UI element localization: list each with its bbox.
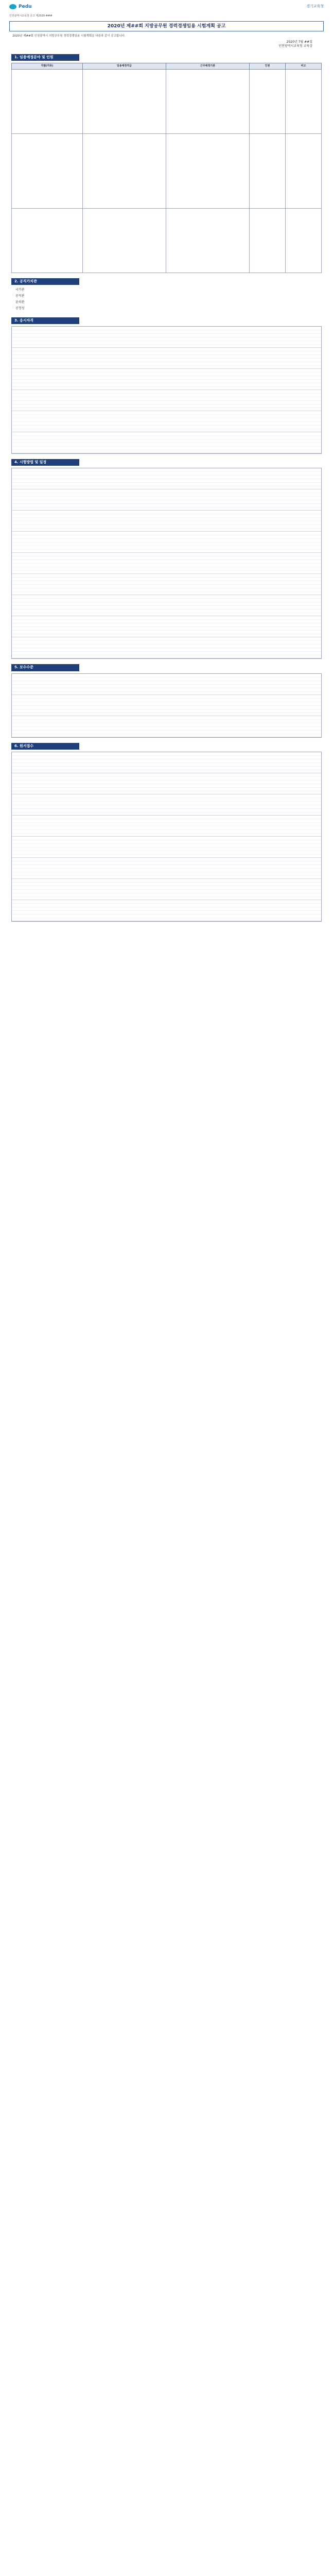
value-item: 공직관 xyxy=(15,294,25,298)
logo-text: Pedu xyxy=(19,4,32,9)
document-number: 인천광역시교육청 공고 제2020-### xyxy=(9,14,52,18)
section-3-heading: 3. 응시자격 xyxy=(11,317,79,324)
application-block xyxy=(11,752,322,922)
table-row xyxy=(12,69,322,133)
signature xyxy=(0,38,333,48)
intro-paragraph: 2020년 제##회 인천광역시 지방공무원 경력경쟁임용 시험계획을 다음과 같이 공고합니다. xyxy=(12,34,126,38)
positions-table xyxy=(11,63,322,273)
section-1-heading: 1. 임용예정분야 및 인원 xyxy=(11,54,79,61)
page-header xyxy=(0,0,333,13)
section-5-heading: 5. 보수수준 xyxy=(11,664,79,671)
sign-issuer: 인천광역시교육청 교육감 xyxy=(278,44,312,48)
table-header-row xyxy=(12,63,322,69)
value-item: 윤리관 xyxy=(15,300,25,304)
table-row xyxy=(12,133,322,208)
eligibility-block xyxy=(11,326,322,454)
logo-icon xyxy=(9,4,16,9)
section-2-heading: 2. 공직가치관 xyxy=(11,278,79,285)
page-title: 2020년 제##회 지방공무원 경력경쟁임용 시험계획 공고 xyxy=(9,21,324,31)
section-4-heading: 4. 시험방법 및 일정 xyxy=(11,459,79,466)
value-item: 공정성 xyxy=(15,307,25,311)
table-header: 인원 xyxy=(250,63,286,69)
table-header: 근무예정기관 xyxy=(166,63,249,69)
table-header: 직렬(직류) xyxy=(12,63,83,69)
table-header: 임용예정직급 xyxy=(82,63,166,69)
org-logo xyxy=(9,4,32,10)
table-header: 비고 xyxy=(285,63,321,69)
org-right-logo: 경기교육청 xyxy=(306,4,324,9)
sign-date: 2020년 7월 ##일 xyxy=(286,40,312,44)
section-6-heading: 6. 원서접수 xyxy=(11,743,79,750)
exam-method-block xyxy=(11,468,322,659)
table-row xyxy=(12,208,322,273)
salary-block xyxy=(11,673,322,738)
value-item: 국가관 xyxy=(15,288,25,292)
